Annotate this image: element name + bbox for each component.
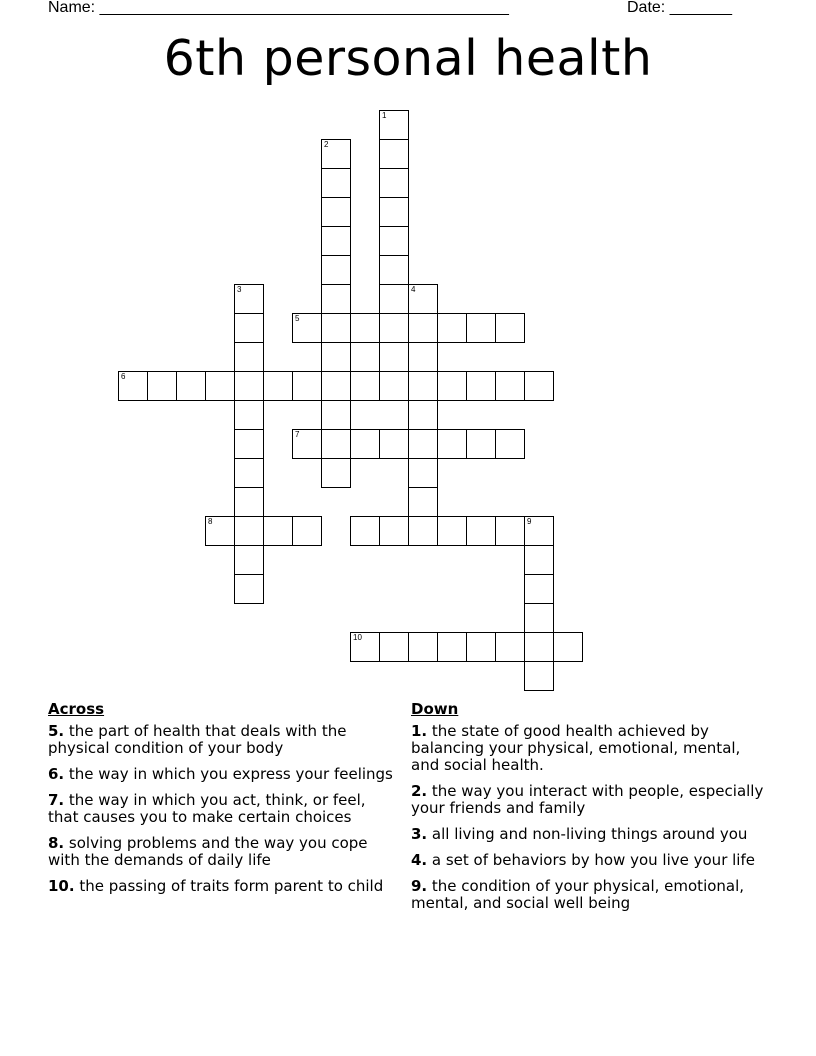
grid-cell[interactable] <box>234 574 264 604</box>
grid-cell[interactable] <box>379 168 409 198</box>
grid-cell[interactable] <box>321 284 351 314</box>
date-field-label: Date: _______ <box>627 0 732 16</box>
grid-cell[interactable] <box>234 342 264 372</box>
clue-num: 1. <box>411 722 428 740</box>
grid-cell[interactable] <box>524 574 554 604</box>
grid-cell[interactable] <box>263 516 293 546</box>
grid-cell[interactable] <box>408 458 438 488</box>
clue-number: 6 <box>121 372 126 381</box>
grid-cell[interactable] <box>234 371 264 401</box>
grid-cell[interactable] <box>234 400 264 430</box>
clue-text: the condition of your physical, emotional, mental, and social well being <box>411 877 745 912</box>
grid-cell[interactable] <box>408 313 438 343</box>
grid-cell[interactable] <box>321 197 351 227</box>
grid-cell[interactable] <box>379 284 409 314</box>
grid-cell[interactable] <box>234 516 264 546</box>
grid-cell[interactable] <box>379 429 409 459</box>
grid-cell[interactable] <box>408 400 438 430</box>
grid-cell[interactable] <box>292 429 322 459</box>
down-clue <box>411 783 771 817</box>
grid-cell[interactable] <box>379 632 409 662</box>
grid-cell[interactable] <box>408 371 438 401</box>
page-title: 6th personal health <box>163 30 653 87</box>
clue-number: 7 <box>295 430 300 439</box>
grid-cell[interactable] <box>379 197 409 227</box>
grid-cell[interactable] <box>466 371 496 401</box>
grid-cell[interactable] <box>350 516 380 546</box>
down-clues <box>411 700 771 921</box>
grid-cell[interactable] <box>524 371 554 401</box>
grid-cell[interactable] <box>379 139 409 169</box>
grid-cell[interactable] <box>118 371 148 401</box>
grid-cell[interactable] <box>321 342 351 372</box>
grid-cell[interactable] <box>408 487 438 517</box>
across-clue-list <box>48 723 398 895</box>
grid-cell[interactable] <box>379 255 409 285</box>
clue-text: the way you interact with people, especially your friends and family <box>411 782 764 817</box>
grid-cell[interactable] <box>292 371 322 401</box>
grid-cell[interactable] <box>437 371 467 401</box>
clue-text: all living and non-living things around you <box>427 825 748 843</box>
clue-num: 6. <box>48 765 65 783</box>
clue-num: 5. <box>48 722 65 740</box>
grid-cell[interactable] <box>524 632 554 662</box>
grid-cell[interactable] <box>524 661 554 691</box>
clue-text: the way in which you express your feelings <box>64 765 393 783</box>
grid-cell[interactable] <box>292 516 322 546</box>
grid-cell[interactable] <box>495 313 525 343</box>
grid-cell[interactable] <box>321 168 351 198</box>
grid-cell[interactable] <box>350 429 380 459</box>
grid-cell[interactable] <box>321 139 351 169</box>
grid-cell[interactable] <box>524 603 554 633</box>
clue-text: the part of health that deals with the physical condition of your body <box>48 722 347 757</box>
grid-cell[interactable] <box>408 632 438 662</box>
clue-number: 1 <box>382 111 387 120</box>
grid-cell[interactable] <box>495 429 525 459</box>
across-clue <box>48 878 398 895</box>
grid-cell[interactable] <box>321 226 351 256</box>
grid-cell[interactable] <box>350 371 380 401</box>
grid-cell[interactable] <box>495 632 525 662</box>
clue-number: 8 <box>208 517 213 526</box>
clue-num: 10. <box>48 877 75 895</box>
grid-cell[interactable] <box>321 313 351 343</box>
grid-cell[interactable] <box>234 313 264 343</box>
grid-cell[interactable] <box>234 458 264 488</box>
grid-cell[interactable] <box>437 632 467 662</box>
clue-number: 9 <box>527 517 532 526</box>
down-clue <box>411 852 771 869</box>
grid-cell[interactable] <box>408 429 438 459</box>
clue-num: 3. <box>411 825 428 843</box>
grid-cell[interactable] <box>234 429 264 459</box>
down-heading: Down <box>411 700 459 718</box>
grid-cell[interactable] <box>524 545 554 575</box>
grid-cell[interactable] <box>379 516 409 546</box>
clue-number: 3 <box>237 285 242 294</box>
grid-cell[interactable] <box>524 516 554 546</box>
grid-cell[interactable] <box>379 371 409 401</box>
down-clue <box>411 826 771 843</box>
grid-cell[interactable] <box>234 545 264 575</box>
grid-cell[interactable] <box>495 371 525 401</box>
grid-cell[interactable] <box>408 284 438 314</box>
grid-cell[interactable] <box>495 516 525 546</box>
grid-cell[interactable] <box>437 313 467 343</box>
across-clue <box>48 792 398 826</box>
clue-text: the state of good health achieved by balancing your physical, emotional, mental, and social health. <box>411 722 741 774</box>
grid-cell[interactable] <box>466 632 496 662</box>
grid-cell[interactable] <box>437 516 467 546</box>
clue-text: solving problems and the way you cope with the demands of daily life <box>48 834 368 869</box>
down-clue-list <box>411 723 771 912</box>
clue-text: the passing of traits form parent to child <box>74 877 384 895</box>
across-clue <box>48 835 398 869</box>
grid-cell[interactable] <box>205 516 235 546</box>
grid-cell[interactable] <box>234 487 264 517</box>
grid-cell[interactable] <box>553 632 583 662</box>
across-clue <box>48 766 398 783</box>
clue-text: a set of behaviors by how you live your life <box>427 851 755 869</box>
across-heading: Across <box>48 700 105 718</box>
grid-cell[interactable] <box>408 516 438 546</box>
grid-cell[interactable] <box>263 371 293 401</box>
grid-cell[interactable] <box>466 429 496 459</box>
grid-cell[interactable] <box>437 429 467 459</box>
down-clue <box>411 723 771 774</box>
grid-cell[interactable] <box>176 371 206 401</box>
grid-cell[interactable] <box>466 516 496 546</box>
clue-num: 2. <box>411 782 428 800</box>
grid-cell[interactable] <box>379 313 409 343</box>
grid-cell[interactable] <box>408 342 438 372</box>
grid-cell[interactable] <box>321 255 351 285</box>
across-clues <box>48 700 398 904</box>
clue-number: 4 <box>411 285 416 294</box>
clue-num: 7. <box>48 791 65 809</box>
grid-cell[interactable] <box>321 458 351 488</box>
grid-cell[interactable] <box>321 371 351 401</box>
grid-cell[interactable] <box>234 284 264 314</box>
clue-num: 8. <box>48 834 65 852</box>
clue-num: 9. <box>411 877 428 895</box>
grid-cell[interactable] <box>321 429 351 459</box>
grid-cell[interactable] <box>379 226 409 256</box>
grid-cell[interactable] <box>321 400 351 430</box>
clue-number: 5 <box>295 314 300 323</box>
clue-num: 4. <box>411 851 428 869</box>
down-clue <box>411 878 771 912</box>
grid-cell[interactable] <box>466 313 496 343</box>
across-clue <box>48 723 398 757</box>
clue-number: 10 <box>353 633 362 642</box>
clue-text: the way in which you act, think, or feel, that causes you to make certain choices <box>48 791 366 826</box>
grid-cell[interactable] <box>147 371 177 401</box>
clue-number: 2 <box>324 140 329 149</box>
grid-cell[interactable] <box>350 632 380 662</box>
grid-cell[interactable] <box>205 371 235 401</box>
grid-cell[interactable] <box>379 110 409 140</box>
grid-cell[interactable] <box>292 313 322 343</box>
name-field-label: Name: ______________________________________________ <box>48 0 509 16</box>
grid-cell[interactable] <box>379 342 409 372</box>
grid-cell[interactable] <box>350 313 380 343</box>
